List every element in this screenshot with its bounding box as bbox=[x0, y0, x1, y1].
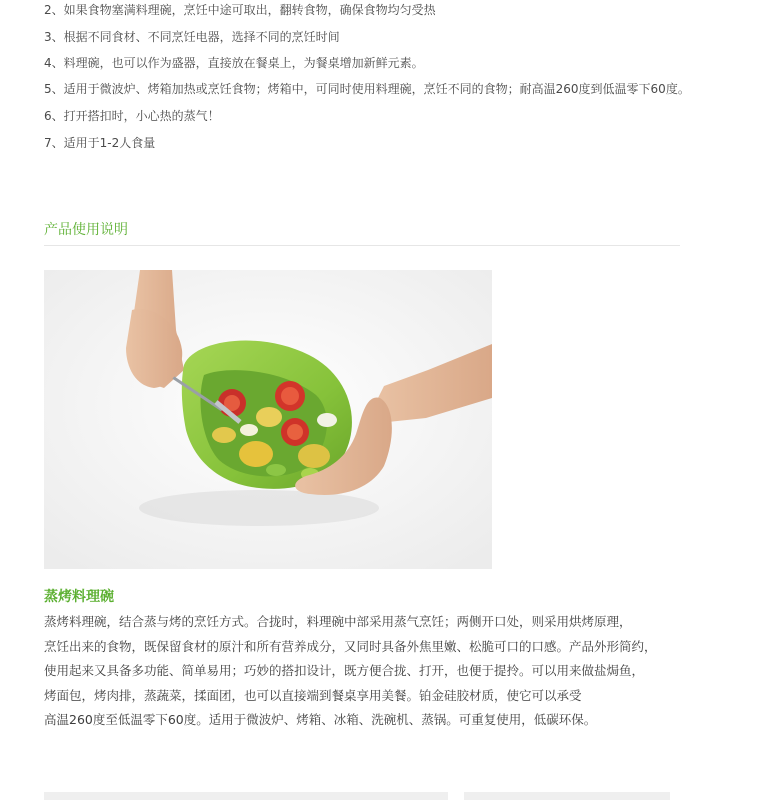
next-image-right bbox=[464, 792, 670, 800]
description-line: 高温260度至低温零下60度。适用于微波炉、烤箱、冰箱、洗碗机、蒸锅。可重复使用，低碳环保。 bbox=[44, 712, 597, 727]
instruction-item: 4、料理碗，也可以作为盛器，直接放在餐桌上，为餐桌增加新鲜元素。 bbox=[44, 56, 424, 70]
description-line: 使用起来又具备多功能、简单易用；巧妙的搭扣设计，既方便合拢、打开，也便于提拎。可以用来做盐焗鱼， bbox=[44, 663, 645, 678]
product-description bbox=[44, 610, 684, 733]
section-title: 产品使用说明 bbox=[44, 222, 128, 238]
instruction-item: 5、适用于微波炉、烤箱加热或烹饪食物；烤箱中，可同时使用料理碗，烹饪不同的食物；耐高温260度到低温零下60度。 bbox=[44, 82, 690, 96]
product-title: 蒸烤料理碗 bbox=[44, 589, 114, 605]
instruction-item: 2、如果食物塞满料理碗，烹饪中途可取出，翻转食物，确保食物均匀受热 bbox=[44, 3, 436, 17]
instruction-item: 7、适用于1-2人食量 bbox=[44, 136, 156, 150]
instruction-item: 3、根据不同食材、不同烹饪电器，选择不同的烹饪时间 bbox=[44, 30, 340, 44]
bowl-with-vegetables-image bbox=[44, 270, 492, 569]
product-photo bbox=[44, 270, 492, 569]
description-line: 烹饪出来的食物，既保留食材的原汁和所有营养成分，又同时具备外焦里嫩、松脆可口的口感。产品外形简约， bbox=[44, 638, 657, 654]
next-image-left bbox=[44, 792, 448, 800]
description-line: 蒸烤料理碗，结合蒸与烤的烹饪方式。合拢时，料理碗中部采用蒸气烹饪；两侧开口处，则采用烘烤原理， bbox=[44, 614, 632, 629]
description-line: 烤面包，烤肉排，蒸蔬菜，揉面团，也可以直接端到餐桌享用美餐。铂金硅胶材质，使它可以承受 bbox=[44, 687, 582, 703]
instruction-item: 6、打开搭扣时，小心热的蒸气！ bbox=[44, 109, 220, 123]
divider bbox=[44, 245, 680, 246]
